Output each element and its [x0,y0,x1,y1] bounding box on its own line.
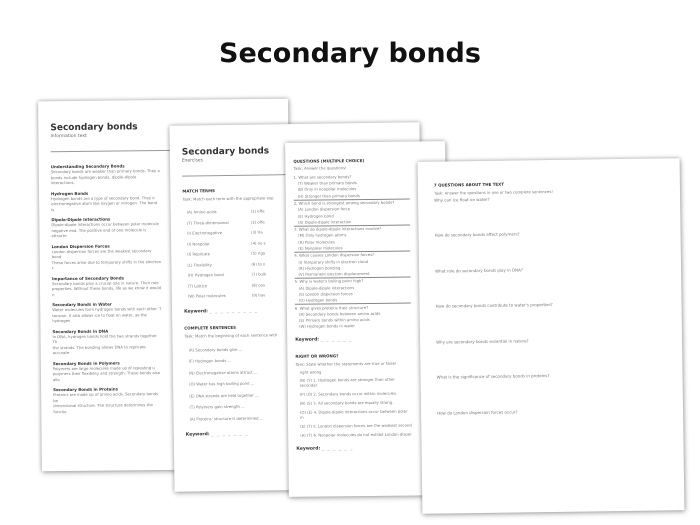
section-heading: Dipole-Dipole Interactions [51,216,111,223]
definition: (1) effe [250,208,265,214]
questions-body [293,158,412,453]
open-question: What is the significance of secondary bonds in proteins? [436,373,550,380]
paragraph-line: bonds include hydrogen bonds, dipole-dipole interactions, [50,173,137,186]
paragraph-line: Hydrogen bonds are a type of secondary bond. They o [51,194,155,201]
task-text: Task: Match each term with the appropriate exp [182,195,274,202]
paragraph-line: dimensional structure. The structure determines the functio [53,402,153,414]
section-heading: Understanding Secondary Bonds [50,163,125,170]
paragraph-line: polymers their flexibility and strength. These bonds also allo [52,370,161,382]
term: (H) Hydrogen bond [187,272,224,278]
section-heading: Hydrogen Bonds [51,190,89,196]
sentence-start: (O) Water has high boiling point ... [189,380,255,387]
task-text: Task: Match the beginning of each sentence with [184,332,278,339]
statement: (N) (Y) 1. Hydrogen bonds are stronger than other secondar [299,376,395,388]
section-heading: RIGHT OR WRONG? [295,353,339,360]
keyword-blanks: _ _ _ _ _ _ _ [211,431,249,438]
statement: (P) (O) 2. Secondary bonds occur within molecules. [299,390,398,397]
term: (I) Replicate [187,251,211,257]
answer-option: (R) Polar molecules [298,239,335,245]
paragraph-line: In DNA, hydrogen bonds hold the two strands together. Th [52,332,158,345]
text-section [53,360,163,383]
open-question: Why are secondary bonds essential in nature? [436,337,529,345]
sheet-subtitle: Information text [50,133,87,140]
open-question: What role do secondary bonds play in DNA? [435,266,524,274]
definition: (2) offe [250,219,265,225]
keyword-line [295,337,411,344]
text-section [52,301,162,324]
worksheet-open-questions [418,158,685,514]
answer-option: (H) Stronger than primary bonds [297,192,360,199]
keyword-line [296,445,412,452]
match-list [183,206,278,302]
paragraph-line: Proteins are made up of amino acids. Secondary bonds be [53,391,159,403]
open-question: How do London dispersion forces occur? [437,408,518,416]
paragraph-line: the strands. The bonding allows DNA to replicate accurate [52,343,146,356]
section-heading: London Dispersion Forces [51,243,110,249]
answer-option: (E) Nonpolar molecules [298,245,343,251]
section-heading: Importance of Secondary Bonds [51,274,124,281]
keyword-label: Keyword: [184,309,208,315]
answer-option: (T) Weaker than primary bonds [297,180,357,186]
term: (I) Nonpolar [187,240,210,247]
paragraph-line: Water molecules form hydrogen bonds with each other. T [52,306,162,313]
answer-option: (R) Hydrogen bonding [298,265,341,271]
sentence-start: (T) Polymers gain strength ... [189,403,245,410]
paragraph-line: Polymers are large molecules made up of repeating u [52,364,155,371]
question: 6. What gives proteins their structure? [295,303,411,311]
question: 3. What do dipole-dipole interactions involve? [294,224,410,232]
definition: (5) rigo [251,250,266,256]
paragraph-line: Secondary bonds play a crucial role in nature. Their role [51,279,159,286]
paragraph-line: London dispersion forces are the weakest secondary bond [51,247,152,260]
definition: (3) Ha [250,229,263,235]
paragraph-line: Dipole-dipole interactions occur between polar molecule [51,221,159,228]
keyword-label: Keyword: [185,432,210,438]
question: 5. Why is water's boiling point high? [295,277,411,285]
answer-option: (A) Dipole-dipole interactions [298,284,355,291]
answer-option: (R) Secondary bonds between amino acids [298,310,381,317]
sentence-start: (A) Proteins' structure is determined ... [189,415,264,422]
sheet-subtitle: Exercises [181,158,204,164]
paragraph-line: Secondary bonds are weaker than primary bonds. They a [50,168,160,175]
term: (L) Flexibility [187,261,212,268]
task-text: Task: Answer the questions in one or two complete sentences! [433,188,553,196]
term: (A) Amino acids [186,209,217,215]
text-section [53,386,163,414]
section-heading: Secondary Bonds in Water [52,301,112,308]
keyword-label: Keyword: [296,446,321,452]
open-question-list [434,194,667,446]
answer-option: (B) Only in nonpolar molecules [297,186,357,193]
sentence-start: (E) DNA strands are held together ... [189,392,259,399]
match-row [184,290,278,302]
term: (I) Electronegative [186,230,223,236]
sheet-title: Secondary bonds [181,146,270,158]
section-heading: Secondary Bonds in DNA [52,328,109,334]
keyword-line [186,431,280,438]
keyword-blanks: _ _ _ _ _ _ _ _ _ [209,308,259,315]
section-heading: 7 QUESTIONS ABOUT THE TEXT [433,181,504,188]
paragraph-line: negative end. The positive end of one molecule is attracte [51,226,147,239]
definition: (9) hav [251,292,266,298]
text-section [51,163,161,186]
question: 4. What causes London dispersion forces? [294,250,410,258]
statement: (A) (T) 6. Nonpolar molecules do not exhibit London disper [300,431,412,438]
question-list [293,173,411,330]
statement: (R) (S) 3. All secondary bonds are equally strong. [299,399,394,406]
answer-option: (M) Only hydrogen atoms [298,232,347,239]
sentence-list [185,343,280,425]
term: (T) Lattice [187,283,208,289]
section-heading: COMPLETE SENTENCES [184,324,237,331]
term: (W) Polar molecules [187,293,226,299]
definition: (6) to n [251,261,266,267]
definition: (7) bulk [251,271,267,277]
statement: (O) (E) 4. Dipole-dipole interactions occur between polar m [299,408,408,420]
sentence-start: (F) Hydrogen bonds ... [188,358,232,364]
definition: (8) oos [251,282,265,288]
answer-option: (E) Primary bonds within amino acids [298,317,370,323]
statement-list [296,376,413,439]
task-text: Task: Answer the questions! [293,165,347,171]
sheet-title: Secondary bonds [50,122,138,134]
question: 2. Which bond is strongest among secondary bonds? [294,198,410,206]
text-section [51,216,161,239]
keyword-label: Keyword: [295,337,320,344]
task-text: Task: State whether the statements are true or false! [295,360,397,368]
page-title: Secondary bonds [219,38,481,69]
answer-option: (A) London dispersion force [297,206,351,213]
answer-option: (E) Hydrogen bond [297,212,334,219]
column-labels: right wrong [299,369,322,375]
section-heading: Secondary Bonds in Polymers [52,359,120,366]
answer-option: (S) Dipole-dipole interaction [297,219,352,225]
section-heading: QUESTIONS (MULTIPLE CHOICE) [293,158,365,164]
text-section [51,190,161,213]
keyword-blanks: _ _ _ _ _ _ [321,446,354,452]
term: (T) Three-dimensional [186,219,229,226]
answer-option: (I) Temporary shifts in electron cloud [298,258,369,265]
text-section [52,328,162,356]
section-heading: MATCH TERMS [182,188,215,194]
open-question: How do secondary bonds affect polymers? [434,231,520,238]
question: 1. What are secondary bonds? [293,174,352,180]
answer-option: (O) Hydrogen bonds [298,297,338,303]
answer-option: (W) Hydrogen bonds in water [299,323,355,330]
sentence-start: (N) Electronegative atoms attract ... [188,369,258,376]
paragraph-line: properties. Without these bonds, life as we know it would n [52,285,162,297]
paragraph-line: electronegative atom like oxygen or nitrogen. The bond is [51,200,158,212]
text-body [51,163,164,414]
text-section [52,275,162,298]
statement: (E) (T) 5. London dispersion forces are the weakest second [300,422,412,429]
text-section [52,243,162,271]
exercise-body [182,187,279,438]
answer-option: (S) London dispersion forces [298,291,353,297]
sentence-start: (R) Secondary bonds give ... [188,346,243,353]
paragraph-line: These forces arise due to temporary shifts in the electron c [51,258,162,271]
keyword-line [184,308,278,315]
section-heading: Secondary Bonds in Proteins [53,386,118,393]
keyword-blanks: _ _ _ _ _ _ [320,337,353,343]
open-question: Why can ice float on water? [434,196,490,203]
open-question: How do secondary bonds contribute to water's properties? [435,301,553,309]
paragraph-line: tension. It also allows ice to float on water, as the hydrogen [52,311,147,324]
answer-option: (V) Permanent electron displacement [298,271,370,277]
definition: (4) no s [251,240,266,246]
